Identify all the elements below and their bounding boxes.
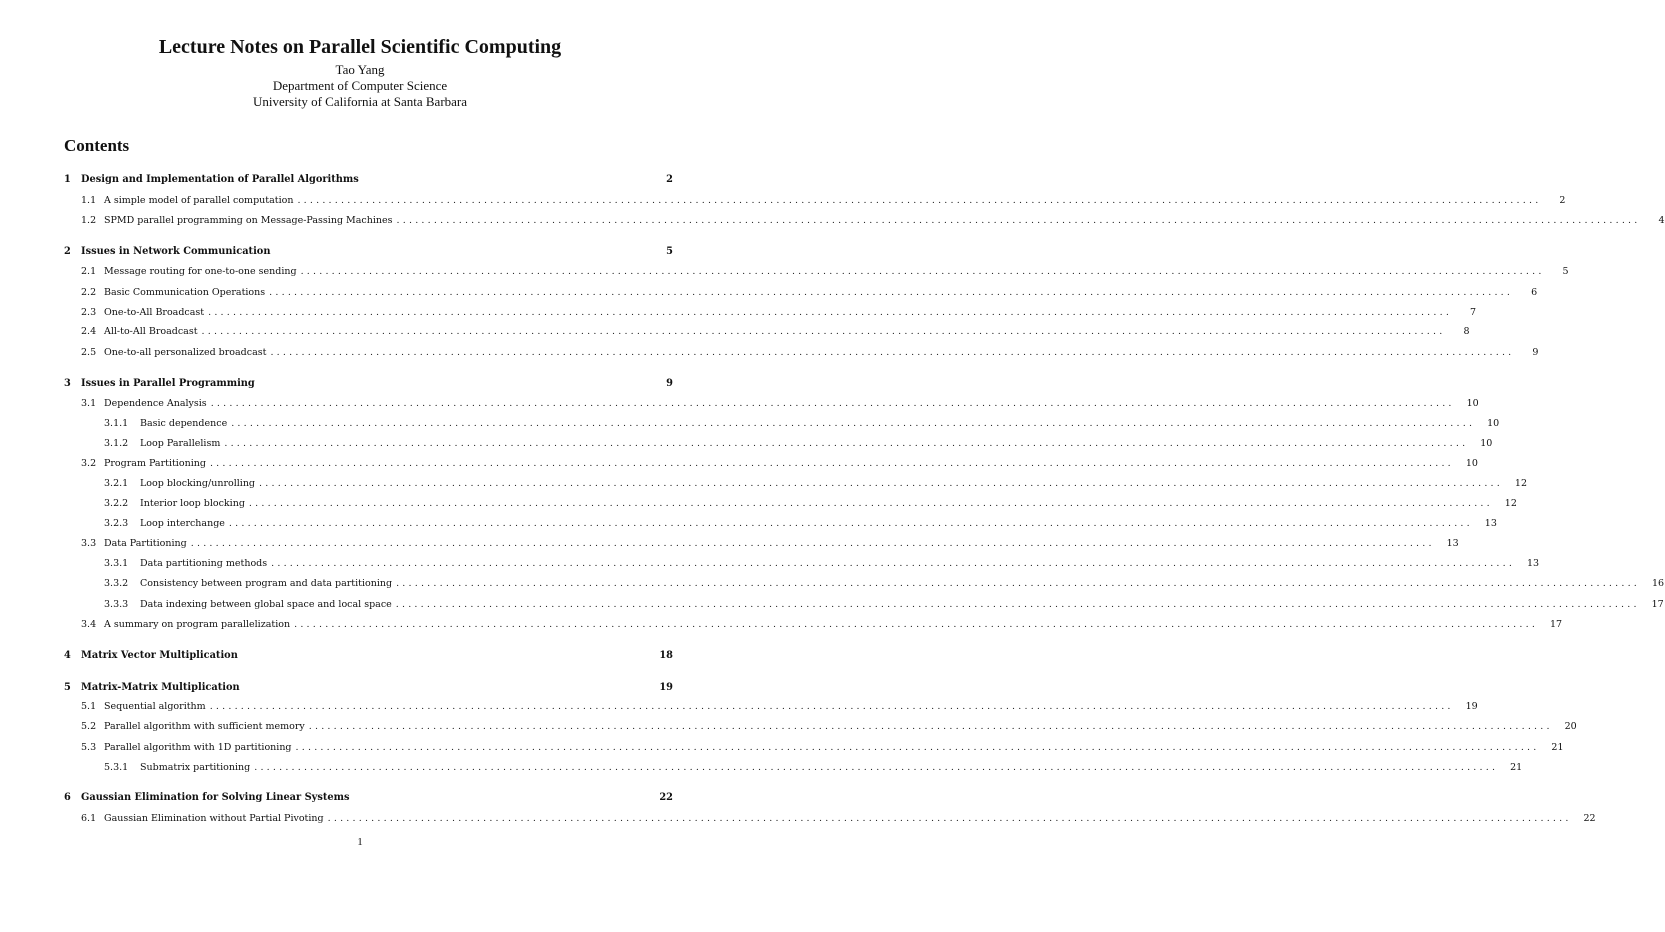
- toc-entry-title: Loop blocking/unrolling: [140, 477, 259, 491]
- toc-subsection-entry[interactable]: [0, 325, 1470, 339]
- toc-entry-title: Data partitioning methods: [140, 557, 271, 571]
- dot-leader: ........................................................................................................................................................................................................: [248, 498, 1493, 509]
- toc-entry-number: 4: [64, 650, 71, 661]
- document-title: Lecture Notes on Parallel Scientific Computing: [158, 36, 562, 58]
- toc-entry-number: 3.3.3: [104, 599, 129, 610]
- toc-subsection-entry[interactable]: [0, 618, 1563, 632]
- toc-entry-page: 2: [666, 174, 673, 185]
- toc-entry-title: SPMD parallel programming on Message-Passing Machines: [104, 214, 397, 228]
- dot-leader: ........................................................................................................................................................................................................: [269, 287, 1514, 298]
- dot-leader: ........................................................................................................................................................................................................: [297, 195, 1542, 206]
- toc-entry-page: 9: [1532, 347, 1539, 358]
- toc-entry-number: 3.1.1: [104, 418, 129, 429]
- toc-subsection-entry[interactable]: [0, 306, 1477, 320]
- toc-entry-page: 22: [1583, 813, 1596, 824]
- toc-subsection-entry[interactable]: [0, 720, 1577, 734]
- toc-entry-number: 2: [64, 246, 71, 257]
- toc-section-entry[interactable]: [0, 649, 720, 663]
- dot-leader: ........................................................................................................................................................................................................: [300, 266, 1545, 277]
- toc-entry-title: All-to-All Broadcast: [104, 325, 202, 339]
- toc-entry-number: 5.3: [81, 742, 97, 753]
- toc-section-entry[interactable]: [0, 245, 720, 259]
- toc-entry-page: 5: [666, 246, 673, 257]
- author-department: Department of Computer Science: [272, 78, 448, 93]
- dot-leader: ........................................................................................................................................................................................................: [395, 599, 1640, 610]
- toc-section-entry[interactable]: [0, 173, 720, 187]
- dot-leader: ........................................................................................................................................................................................................: [228, 518, 1473, 529]
- toc-entry-number: 5.1: [81, 701, 97, 712]
- toc-entry-page: 21: [1551, 742, 1564, 753]
- toc-entry-number: 5: [64, 682, 71, 693]
- toc-entry-page: 13: [1527, 558, 1540, 569]
- toc-entry-title: Sequential algorithm: [104, 700, 210, 714]
- toc-entry-title: Loop Parallelism: [140, 437, 224, 451]
- toc-entry-title: Loop interchange: [140, 517, 229, 531]
- dot-leader: ........................................................................................................................................................................................................: [295, 742, 1540, 753]
- toc-entry-page: 12: [1514, 478, 1527, 489]
- toc-section-entry[interactable]: [0, 791, 720, 805]
- toc-entry-number: 5.3.1: [104, 762, 129, 773]
- toc-entry-page: 9: [666, 378, 673, 389]
- contents-heading: Contents: [64, 136, 130, 155]
- dot-leader: ........................................................................................................................................................................................................: [327, 813, 1572, 824]
- toc-entry-page: 7: [1470, 307, 1477, 318]
- toc-entry-page: 13: [1446, 538, 1459, 549]
- toc-subsection-entry[interactable]: [0, 517, 1497, 531]
- toc-subsection-entry[interactable]: [0, 194, 1566, 208]
- toc-entry-title: Matrix Vector Multiplication: [81, 649, 242, 663]
- toc-entry-number: 2.1: [81, 266, 97, 277]
- toc-entry-title: Basic dependence: [140, 417, 231, 431]
- toc-entry-page: 10: [1466, 398, 1479, 409]
- toc-entry-number: 2.3: [81, 307, 97, 318]
- toc-entry-page: 2: [1559, 195, 1566, 206]
- toc-entry-page: 10: [1487, 418, 1500, 429]
- dot-leader: ........................................................................................................................................................................................................: [201, 326, 1446, 337]
- toc-subsection-entry[interactable]: [0, 557, 1540, 571]
- page-number: 1: [357, 836, 363, 848]
- toc-entry-page: 19: [1465, 701, 1478, 712]
- toc-entry-page: 8: [1463, 326, 1470, 337]
- dot-leader: ........................................................................................................................................................................................................: [259, 478, 1503, 489]
- toc-entry-number: 1.2: [81, 215, 97, 226]
- toc-entry-title: Message routing for one-to-one sending: [104, 265, 301, 279]
- toc-subsection-entry[interactable]: [0, 741, 1564, 755]
- toc-subsection-entry[interactable]: [0, 477, 1527, 491]
- toc-entry-number: 3.2.1: [104, 478, 129, 489]
- toc-entry-title: Submatrix partitioning: [140, 761, 254, 775]
- dot-leader: ........................................................................................................................................................................................................: [208, 307, 1453, 318]
- toc-entry-page: 12: [1504, 498, 1517, 509]
- toc-entry-page: 5: [1562, 266, 1569, 277]
- toc-entry-number: 3.2: [81, 458, 97, 469]
- toc-entry-number: 3.2.2: [104, 498, 129, 509]
- toc-entry-page: 10: [1465, 458, 1478, 469]
- toc-entry-number: 2.2: [81, 287, 97, 298]
- toc-entry-title: A summary on program parallelization: [104, 618, 294, 632]
- toc-entry-title: Data indexing between global space and local space: [140, 598, 396, 612]
- toc-entry-number: 1: [64, 174, 71, 185]
- dot-leader: ........................................................................................................................................................................................................: [396, 215, 1641, 226]
- toc-entry-page: 17: [1651, 599, 1664, 610]
- toc-entry-page: 13: [1484, 518, 1497, 529]
- toc-entry-title: Program Partitioning: [104, 457, 210, 471]
- toc-subsection-entry[interactable]: [0, 346, 1539, 360]
- dot-leader: ........................................................................................................................................................................................................: [308, 721, 1553, 732]
- toc-entry-number: 6: [64, 792, 71, 803]
- toc-entry-number: 3.3.1: [104, 558, 129, 569]
- toc-entry-page: 21: [1510, 762, 1523, 773]
- toc-entry-page: 18: [659, 650, 673, 661]
- toc-subsection-entry[interactable]: [0, 761, 1523, 775]
- toc-subsection-entry[interactable]: [0, 497, 1517, 511]
- toc-entry-number: 2.5: [81, 347, 97, 358]
- dot-leader: ........................................................................................................................................................................................................: [224, 438, 1469, 449]
- toc-subsection-entry[interactable]: [0, 286, 1538, 300]
- dot-leader: ........................................................................................................................................................................................................: [396, 578, 1641, 589]
- dot-leader: ........................................................................................................................................................................................................: [270, 347, 1515, 358]
- toc-entry-title: One-to-all personalized broadcast: [104, 346, 270, 360]
- toc-entry-number: 3.2.3: [104, 518, 129, 529]
- toc-entry-number: 3.3.2: [104, 578, 129, 589]
- author-university: University of California at Santa Barbara: [252, 94, 468, 109]
- author-name: Tao Yang: [335, 62, 385, 77]
- dot-leader: ........................................................................................................................................................................................................: [209, 458, 1454, 469]
- toc-subsection-entry[interactable]: [0, 214, 1665, 228]
- toc-entry-page: 16: [1651, 578, 1665, 589]
- toc-entry-title: Parallel algorithm with 1D partitioning: [104, 741, 296, 755]
- toc-entry-title: Issues in Network Communication: [81, 245, 274, 259]
- toc-entry-page: 4: [1658, 215, 1665, 226]
- toc-entry-number: 2.4: [81, 326, 97, 337]
- toc-subsection-entry[interactable]: [0, 457, 1478, 471]
- toc-entry-title: Parallel algorithm with sufficient memory: [104, 720, 309, 734]
- dot-leader: ........................................................................................................................................................................................................: [254, 762, 1499, 773]
- toc-entry-page: 20: [1564, 721, 1577, 732]
- toc-entry-title: Dependence Analysis: [104, 397, 211, 411]
- toc-entry-title: A simple model of parallel computation: [104, 194, 297, 208]
- toc-entry-title: Interior loop blocking: [140, 497, 249, 511]
- toc-entry-title: Consistency between program and data partitioning: [140, 577, 396, 591]
- toc-entry-number: 3.1.2: [104, 438, 129, 449]
- toc-entry-title: Matrix-Matrix Multiplication: [81, 681, 244, 695]
- toc-subsection-entry[interactable]: [0, 577, 1665, 591]
- toc-entry-number: 5.2: [81, 721, 97, 732]
- toc-entry-title: Gaussian Elimination for Solving Linear Systems: [81, 791, 354, 805]
- toc-subsection-entry[interactable]: [0, 417, 1500, 431]
- dot-leader: ........................................................................................................................................................................................................: [231, 418, 1476, 429]
- toc-entry-page: 22: [659, 792, 673, 803]
- toc-entry-page: 6: [1531, 287, 1538, 298]
- toc-subsection-entry[interactable]: [0, 812, 1596, 826]
- toc-subsection-entry[interactable]: [0, 700, 1478, 714]
- toc-entry-number: 3.3: [81, 538, 97, 549]
- dot-leader: ........................................................................................................................................................................................................: [209, 701, 1454, 712]
- toc-entry-title: Gaussian Elimination without Partial Pivoting: [104, 812, 328, 826]
- toc-subsection-entry[interactable]: [0, 397, 1479, 411]
- dot-leader: ........................................................................................................................................................................................................: [190, 538, 1435, 549]
- toc-subsection-entry[interactable]: [0, 598, 1664, 612]
- toc-entry-page: 10: [1480, 438, 1493, 449]
- toc-entry-title: Data Partitioning: [104, 537, 191, 551]
- toc-subsection-entry[interactable]: [0, 265, 1569, 279]
- toc-entry-title: Basic Communication Operations: [104, 286, 269, 300]
- dot-leader: ........................................................................................................................................................................................................: [294, 619, 1539, 630]
- dot-leader: ........................................................................................................................................................................................................: [210, 398, 1455, 409]
- dot-leader: ........................................................................................................................................................................................................: [271, 558, 1516, 569]
- toc-entry-number: 1.1: [81, 195, 97, 206]
- toc-entry-title: One-to-All Broadcast: [104, 306, 208, 320]
- toc-entry-number: 3.1: [81, 398, 97, 409]
- toc-entry-title: Issues in Parallel Programming: [81, 377, 259, 391]
- toc-entry-number: 3: [64, 378, 71, 389]
- toc-entry-number: 3.4: [81, 619, 97, 630]
- toc-entry-page: 19: [659, 682, 673, 693]
- toc-entry-page: 17: [1549, 619, 1563, 630]
- toc-entry-number: 6.1: [81, 813, 97, 824]
- toc-section-entry[interactable]: [0, 377, 720, 391]
- toc-subsection-entry[interactable]: [0, 537, 1459, 551]
- toc-section-entry[interactable]: [0, 681, 720, 695]
- toc-subsection-entry[interactable]: [0, 437, 1493, 451]
- toc-entry-title: Design and Implementation of Parallel Algorithms: [81, 173, 363, 187]
